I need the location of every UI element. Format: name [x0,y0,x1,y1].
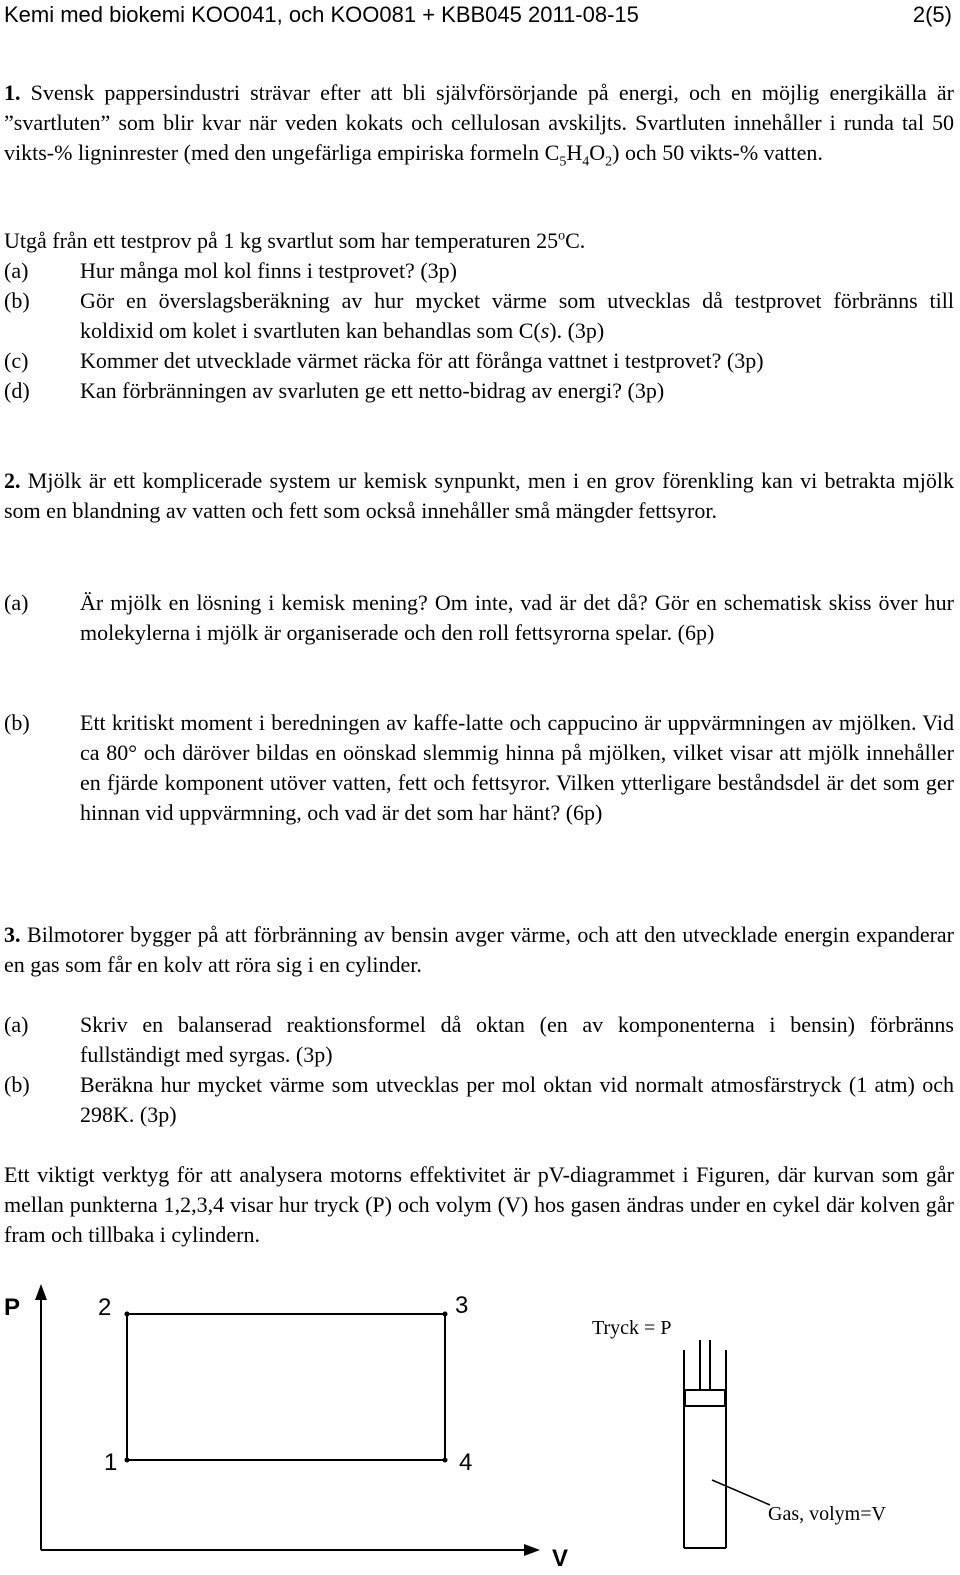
question-text: Bilmotorer bygger på att förbränning av bensin avger värme, och att den utvecklade energin expanderar en gas som får en kolv att röra sig i en cylinder. [4,922,954,977]
v-axis [41,1544,540,1556]
formula-subscript: 4 [582,154,590,170]
p-axis [35,1284,47,1550]
subquestion-label: (a) [4,590,29,615]
point-label-1: 1 [104,1449,118,1476]
piston-head [685,1390,725,1406]
subquestion-label: (a) [4,1012,29,1037]
formula-element: H [566,140,583,165]
axis-label-p: P [4,1294,21,1321]
question-1-intro [4,78,954,168]
subquestion-text: Kommer det utvecklade värmet räcka för att förånga vattnet i testprovet? (3p) [80,348,764,373]
question-number: 2. [4,468,21,493]
question-1-premise [4,226,954,256]
degree-superscript: o [558,228,566,244]
premise-text: Utgå från ett testprov på 1 kg svartlut som har temperaturen 25 [4,228,559,253]
subquestion-text: Skriv en balanserad reaktionsformel då oktan (en av komponenterna i bensin) förbränns fullständigt med syrgas. (3p) [80,1012,954,1067]
subquestion-text: Gör en överslagsberäkning av hur mycket värme som utvecklas då testprovet förbränns till koldixid om kolet i svartluten kan behandlas som C(s). (3p) [80,288,954,343]
page-number: 2(5) [912,2,952,27]
cylinder-diagram [592,1317,886,1548]
subquestion-label: (b) [4,288,30,313]
point-2-marker [125,1312,130,1317]
point-label-4: 4 [459,1449,473,1476]
question-text: Svensk pappersindustri strävar efter att bli självförsörjande på energi, och en möjlig energikälla är ”svartluten” som blir kvar när veden kokats och cellulosan avskiljts. Svartluten innehåller i runda tal 50 vikts-% ligninrester (med den ungefärliga empiriska formeln C [4,80,954,165]
subquestion-label: (a) [4,258,29,283]
page-header [4,0,956,32]
formula-element: O [589,140,606,165]
point-4-marker [443,1458,448,1463]
gas-volume-label: Gas, volym=V [768,1503,886,1525]
axis-label-v: V [552,1545,569,1572]
closing-text: Ett viktigt verktyg för att analysera motorns effektivitet är pV-diagrammet i Figuren, där kurvan som går mellan punkterna 1,2,3,4 visar hur tryck (P) och volym (V) hos gasen ändras under en cykel där kolven går fram och tillbaka i cylindern. [4,1162,954,1247]
point-label-2: 2 [98,1294,112,1321]
question-3-intro [4,920,954,980]
subquestion-text: Är mjölk en lösning i kemisk mening? Om inte, vad är det då? Gör en schematisk skiss över hur molekylerna i mjölk är organiserade och den roll fettsyrorna spelar. (6p) [80,590,954,645]
subquestion-text: Beräkna hur mycket värme som utvecklas per mol oktan vid normalt atmosfärstryck (1 atm) och 298K. (3p) [80,1072,954,1127]
question-text: Mjölk är ett komplicerade system ur kemisk synpunkt, men i en grov förenkling kan vi betrakta mjölk som en blandning av vatten och fett som också innehåller små mängder fettsyror. [4,468,955,523]
question-3-closing [4,1160,954,1250]
subquestion-text: Ett kritiskt moment i beredningen av kaffe-latte och cappucino är uppvärmningen av mjölken. Vid ca 80° och däröver bildas en oönskad slemmig hinna på mjölken, vilket visar att mjölk innehåller en fjärde komponent utöver vatten, fett och fettsyror. Vilken ytterligare beståndsdel är det som ger hinnan vid uppvärmning, och vad är det som har hänt? (6p) [80,710,954,825]
subquestion-label: (c) [4,348,29,373]
exam-title: Kemi med biokemi KOO041, och KOO081 + KBB045 2011-08-15 [4,2,639,27]
pressure-label: Tryck = P [592,1317,672,1339]
subquestion-label: (d) [4,378,30,403]
premise-unit: C. [565,228,586,253]
subquestion-label: (b) [4,710,30,735]
point-label-3: 3 [455,1292,469,1319]
subquestion-text: Kan förbränningen av svarluten ge ett netto-bidrag av energi? (3p) [80,378,665,403]
subquestion-label: (b) [4,1072,30,1097]
question-number: 1. [4,80,21,105]
question-number: 3. [4,922,21,947]
point-1-marker [125,1458,130,1463]
question-text: ) och 50 vikts-% vatten. [612,140,823,165]
point-3-marker [443,1312,448,1317]
question-2-intro [4,466,954,526]
formula-subscript: 5 [559,154,567,170]
subquestion-text: Hur många mol kol finns i testprovet? (3p) [80,258,457,283]
pv-figure [0,1280,960,1575]
formula-subscript: 2 [605,154,613,170]
pv-cycle-curve [127,1314,445,1460]
